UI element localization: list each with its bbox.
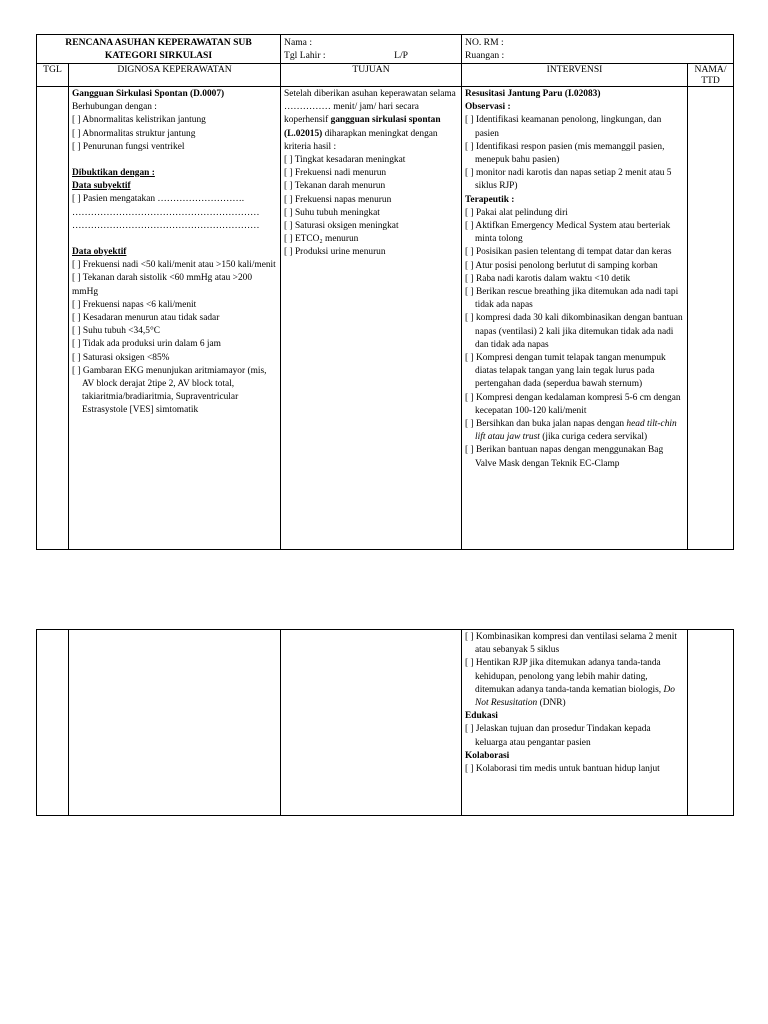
- cause-item: [ ] Penurunan fungsi ventrikel: [72, 141, 185, 152]
- tujuan-intro: Setelah diberikan asuhan keperawatan selama …………… menit/ jam/ hari secara koperhensif gangguan sirkulasi spontan (L.02015) diharapkan meningkat dengan kriteria hasil :: [284, 89, 456, 152]
- col-diagnosa: DIGNOSA KEPERAWATAN: [69, 64, 281, 87]
- objective-item: [ ] Frekuensi napas <6 kali/menit: [72, 299, 197, 310]
- objective-item: [ ] Gambaran EKG menunjukan aritmiamayor (mis, AV block derajat 2tipe 2, AV block total, takiaritmia/bradiaritmia, Supraventricular Estrasystole [VES] simtomatik: [72, 365, 267, 416]
- subjective-item: ……………………………………………………: [72, 220, 260, 231]
- observasi-item: [ ] monitor nadi karotis dan napas setiap 2 menit atau 5 siklus RJP): [465, 168, 672, 192]
- objective-title: Data obyektif: [72, 247, 127, 258]
- nama-ttd-cell: [688, 87, 734, 550]
- terapeutik-item: [ ] Pakai alat pelindung diri: [465, 207, 568, 218]
- edukasi-item: [ ] Jelaskan tujuan dan prosedur Tindakan kepada keluarga atau pengantar pasien: [465, 724, 651, 748]
- column-header-row: [37, 64, 734, 87]
- terapeutik-item: [ ] Atur posisi penolong berlutut di samping korban: [465, 260, 658, 271]
- header-row: [37, 35, 734, 64]
- objective-item: [ ] Kesadaran menurun atau tidak sadar: [72, 313, 220, 324]
- tgl-cell: [37, 87, 69, 550]
- terapeutik-item: [ ] Berikan rescue breathing jika ditemukan ada nadi tapi tidak ada napas: [465, 287, 679, 311]
- tujuan-cell: [281, 87, 462, 550]
- care-plan-table-page-1: [36, 34, 734, 550]
- criteria-item: [ ] ETCO₂ menurun: [284, 234, 359, 245]
- subjective-item: ……………………………………………………: [72, 207, 260, 218]
- kolaborasi-item: [ ] Kolaborasi tim medis untuk bantuan hidup lanjut: [465, 764, 660, 775]
- continued-row: [37, 630, 734, 816]
- objective-item: [ ] Tidak ada produksi urin dalam 6 jam: [72, 339, 221, 350]
- kolaborasi-title: Kolaborasi: [465, 750, 510, 761]
- terapeutik-item: [ ] Posisikan pasien telentang di tempat datar dan keras: [465, 247, 672, 258]
- criteria-item: [ ] Produksi urine menurun: [284, 247, 386, 258]
- terapeutik-title: Terapeutik :: [465, 194, 515, 205]
- stop-rjp-item: [ ] Hentikan RJP jika ditemukan adanya tanda-tanda kehidupan, penolong yang lebih mahir dating, ditemukan adanya tanda-tanda kematian biologis, Do Not Resusitation (DNR): [465, 658, 675, 709]
- col-intervensi: INTERVENSI: [462, 64, 688, 87]
- intervensi-cell: [462, 87, 688, 550]
- patient-identity-cell: [281, 35, 462, 64]
- col-tgl: TGL: [37, 64, 69, 87]
- edukasi-title: Edukasi: [465, 711, 498, 722]
- form-title: RENCANA ASUHAN KEPERAWATAN SUB KATEGORI SIRKULASI: [37, 35, 281, 64]
- diagnosa-cell: [69, 87, 281, 550]
- intervensi-cell: [462, 630, 688, 816]
- no-rm-field: NO. RM :: [465, 37, 504, 48]
- related-label: Berhubungan dengan :: [72, 102, 157, 113]
- intervensi-title: Resusitasi Jantung Paru (I.02083): [465, 89, 601, 99]
- observasi-item: [ ] Identifikasi respon pasien (mis memanggil pasien, menepuk bahu pasien): [465, 141, 665, 166]
- terapeutik-item: [ ] kompresi dada 30 kali dikombinasikan dengan bantuan napas (ventilasi) 2 kali jika ditemukan tidak ada nadi dan tidak ada napas: [465, 313, 683, 350]
- nama-field: Nama :: [284, 37, 312, 48]
- terapeutik-item: [ ] Kombinasikan kompresi dan ventilasi selama 2 menit atau sebanyak 5 siklus: [465, 632, 677, 656]
- cause-item: [ ] Abnormalitas struktur jantung: [72, 128, 196, 139]
- content-row: [37, 87, 734, 550]
- ruangan-field: Ruangan :: [465, 50, 505, 61]
- subjective-item: [ ] Pasien mengatakan ……………………….: [72, 194, 245, 205]
- col-tujuan: TUJUAN: [281, 64, 462, 87]
- cause-item: [ ] Abnormalitas kelistrikan jantung: [72, 115, 206, 126]
- objective-item: [ ] Tekanan darah sistolik <60 mmHg atau >200 mmHg: [72, 273, 253, 297]
- terapeutik-item: [ ] Aktifkan Emergency Medical System atau berteriak minta tolong: [465, 221, 671, 245]
- tujuan-cell: [281, 630, 462, 816]
- terapeutik-item: [ ] Kompresi dengan tumit telapak tangan menumpuk diatas telapak tangan yang lain tegak lurus pada pertengahan dada (seperdua bawah sternum): [465, 353, 666, 390]
- criteria-item: [ ] Tekanan darah menurun: [284, 181, 386, 192]
- gender-field: L/P: [394, 50, 409, 61]
- criteria-item: [ ] Frekuensi nadi menurun: [284, 168, 387, 179]
- objective-item: [ ] Frekuensi nadi <50 kali/menit atau >150 kali/menit: [72, 260, 276, 271]
- observasi-item: [ ] Identifikasi keamanan penolong, lingkungan, dan pasien: [465, 115, 662, 139]
- care-plan-table-page-2: [36, 629, 734, 816]
- diagnosa-title: Gangguan Sirkulasi Spontan (D.0007): [72, 89, 225, 99]
- nama-ttd-cell: [688, 630, 734, 816]
- bvm-item: [ ] Berikan bantuan napas dengan menggunakan Bag Valve Mask dengan Teknik EC-Clamp: [465, 445, 664, 469]
- terapeutik-item: [ ] Raba nadi karotis dalam waktu <10 detik: [465, 273, 631, 284]
- diagnosa-cell: [69, 630, 281, 816]
- record-cell: [462, 35, 734, 64]
- airway-item: [ ] Bersihkan dan buka jalan napas dengan head tilt-chin lift atau jaw trust (jika curiga cedera servikal): [465, 419, 677, 443]
- objective-item: [ ] Saturasi oksigen <85%: [72, 352, 170, 363]
- criteria-item: [ ] Frekuensi napas menurun: [284, 194, 392, 205]
- subjective-title: Data subyektif: [72, 181, 131, 192]
- terapeutik-item: [ ] Kompresi dengan kedalaman kompresi 5-6 cm dengan kecepatan 100-120 kali/menit: [465, 392, 681, 416]
- criteria-item: [ ] Saturasi oksigen meningkat: [284, 221, 399, 232]
- evidence-title: Dibuktikan dengan :: [72, 168, 155, 179]
- criteria-item: [ ] Tingkat kesadaran meningkat: [284, 155, 406, 166]
- col-nama-ttd: NAMA/ TTD: [688, 64, 734, 87]
- tgl-lahir-field: Tgl Lahir :: [284, 50, 326, 61]
- observasi-title: Observasi :: [465, 102, 511, 113]
- criteria-item: [ ] Suhu tubuh meningkat: [284, 207, 380, 218]
- tgl-cell: [37, 630, 69, 816]
- objective-item: [ ] Suhu tubuh <34,5°C: [72, 326, 160, 337]
